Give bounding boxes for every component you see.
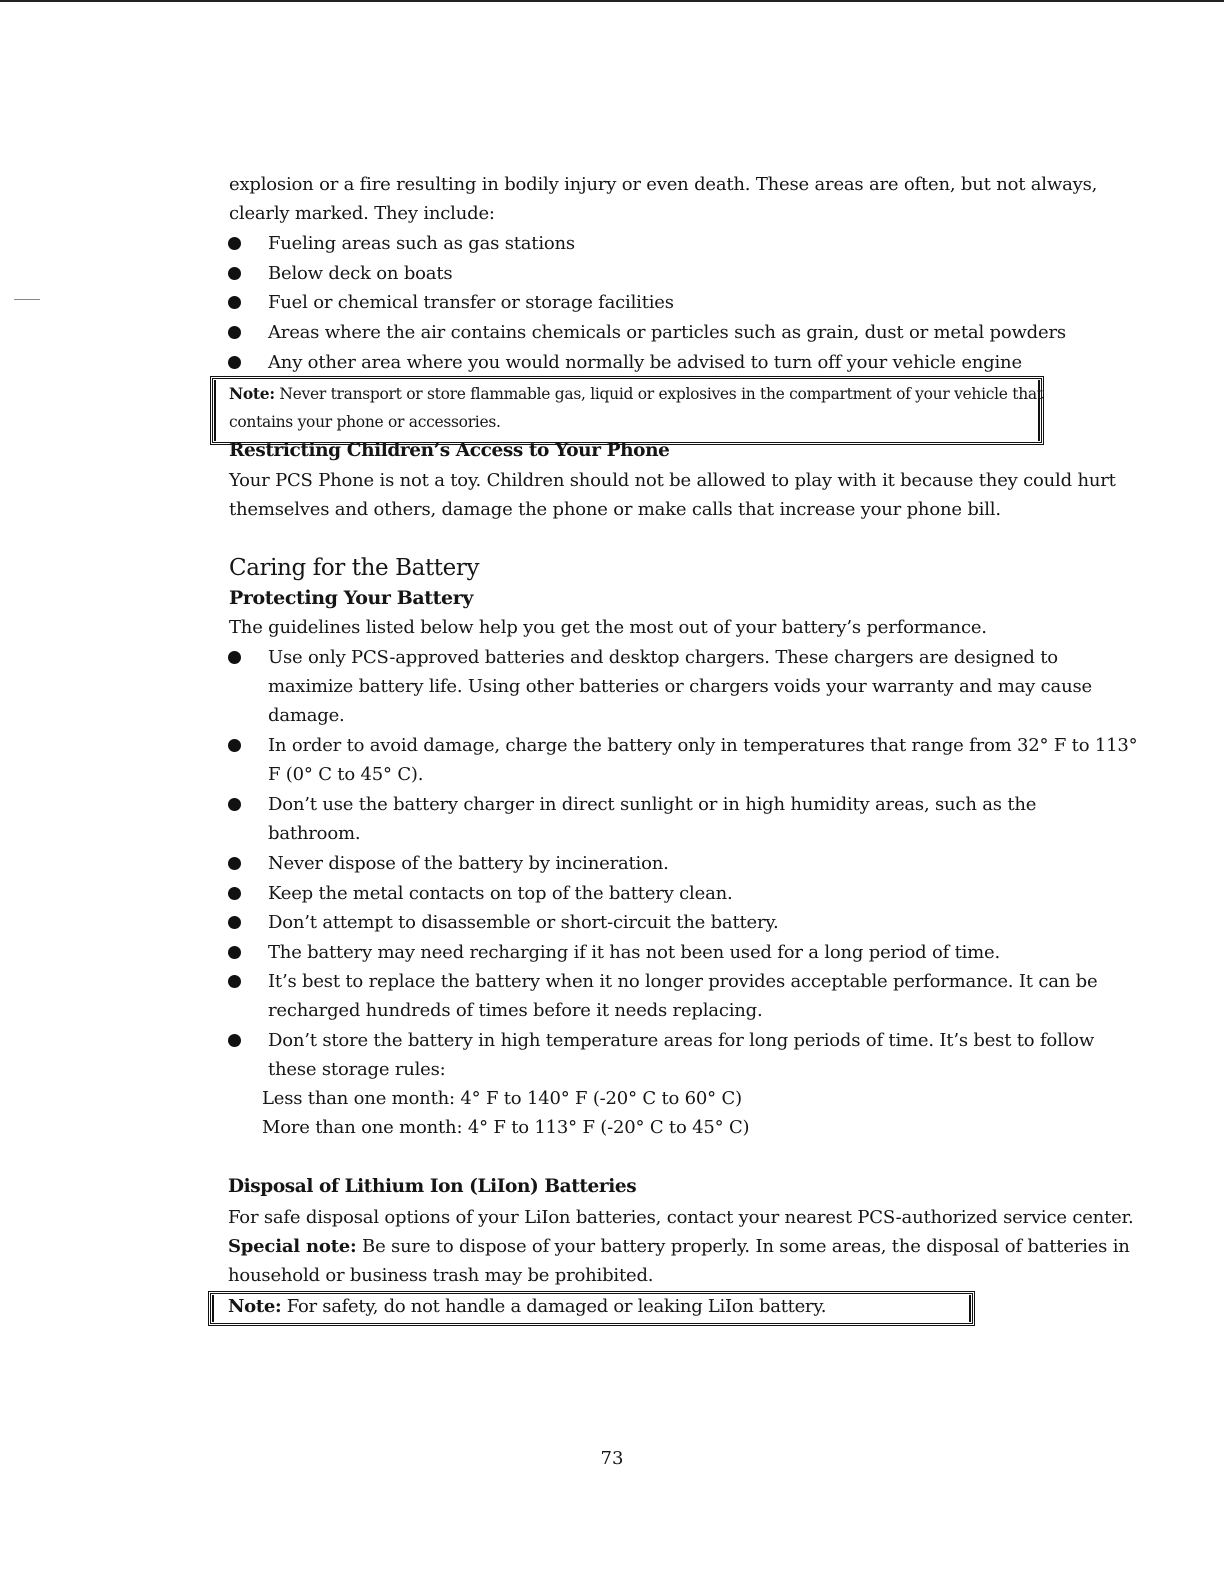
list-item-line: these storage rules:	[268, 1059, 446, 1080]
special-note-label: Special note:	[228, 1236, 357, 1257]
children-line-2: themselves and others, damage the phone or make calls that increase your phone bill.	[229, 499, 1001, 520]
section-heading-children: Restricting Children’s Access to Your Phone	[229, 440, 670, 461]
bullet-icon	[228, 887, 241, 900]
bullet-icon	[228, 916, 241, 929]
list-item-line: In order to avoid damage, charge the battery only in temperatures that range from 32° F to 113°	[268, 735, 1138, 756]
note-box	[210, 376, 1044, 445]
note-label: Note:	[228, 1296, 282, 1317]
list-item-line: Never dispose of the battery by incineration.	[268, 853, 669, 874]
list-item-line: damage.	[268, 705, 345, 726]
bullet-icon	[228, 857, 241, 870]
bullet-icon	[228, 798, 241, 811]
section-heading-battery: Caring for the Battery	[229, 555, 480, 581]
bullet-icon	[228, 356, 241, 369]
note-label: Note:	[229, 384, 275, 403]
list-item-line: Don’t store the battery in high temperature areas for long periods of time. It’s best to follow	[268, 1030, 1095, 1051]
bullet-icon	[228, 975, 241, 988]
list-item-line: Keep the metal contacts on top of the battery clean.	[268, 883, 733, 904]
bullet-icon	[228, 651, 241, 664]
intro-line-2: clearly marked. They include:	[229, 203, 495, 224]
bullet-icon	[228, 739, 241, 752]
top-rule	[0, 0, 1224, 2]
note-line-1	[229, 379, 1043, 409]
note-box-rule	[212, 1295, 214, 1322]
bullet-icon	[228, 237, 241, 250]
battery-intro: The guidelines listed below help you get the most out of your battery’s performance.	[229, 617, 987, 638]
note-text: Never transport or store flammable gas, liquid or explosives in the compartment of your vehicle that	[279, 385, 1043, 403]
special-note-text: Be sure to dispose of your battery properly. In some areas, the disposal of batteries in	[356, 1236, 1130, 1257]
margin-mark	[14, 299, 40, 300]
list-item: Any other area where you would normally be advised to turn off your vehicle engine	[268, 352, 1022, 373]
bullet-icon	[228, 946, 241, 959]
list-item-line: It’s best to replace the battery when it no longer provides acceptable performance. It can be	[268, 971, 1098, 992]
children-line-1: Your PCS Phone is not a toy. Children should not be allowed to play with it because they could hurt	[229, 470, 1116, 491]
list-item: Below deck on boats	[268, 263, 453, 284]
list-item-line: The battery may need recharging if it has not been used for a long period of time.	[268, 942, 1001, 963]
note-box-rule	[214, 380, 216, 441]
disposal-line-2	[228, 1232, 1130, 1262]
note-line-2: contains your phone or accessories.	[229, 413, 501, 431]
list-item: Areas where the air contains chemicals or particles such as grain, dust or metal powders	[268, 322, 1066, 343]
bullet-icon	[228, 267, 241, 280]
list-item-line: maximize battery life. Using other batteries or chargers voids your warranty and may cause	[268, 676, 1092, 697]
list-item-line: Use only PCS-approved batteries and desktop chargers. These chargers are designed to	[268, 647, 1058, 668]
bullet-icon	[228, 326, 241, 339]
list-item-line: F (0° C to 45° C).	[268, 764, 424, 785]
list-item-line: bathroom.	[268, 823, 361, 844]
bullet-icon	[228, 296, 241, 309]
subheading-protecting-battery: Protecting Your Battery	[229, 587, 473, 609]
intro-line-1: explosion or a fire resulting in bodily injury or even death. These areas are often, but not always,	[229, 174, 1098, 195]
list-item: Fuel or chemical transfer or storage facilities	[268, 292, 674, 313]
note-line	[228, 1292, 826, 1322]
disposal-line-1: For safe disposal options of your LiIon batteries, contact your nearest PCS-authorized service center.	[228, 1207, 1134, 1228]
list-item: Fueling areas such as gas stations	[268, 233, 575, 254]
list-item-line: recharged hundreds of times before it needs replacing.	[268, 1000, 763, 1021]
disposal-line-3: household or business trash may be prohibited.	[228, 1265, 654, 1286]
note-box-rule	[969, 1295, 971, 1322]
storage-rule: Less than one month: 4° F to 140° F (-20° C to 60° C)	[262, 1088, 742, 1109]
section-heading-disposal: Disposal of Lithium Ion (LiIon) Batteries	[228, 1176, 637, 1197]
list-item-line: Don’t use the battery charger in direct sunlight or in high humidity areas, such as the	[268, 794, 1037, 815]
page-number: 73	[600, 1448, 624, 1469]
storage-rule: More than one month: 4° F to 113° F (-20° C to 45° C)	[262, 1117, 750, 1138]
list-item-line: Don’t attempt to disassemble or short-circuit the battery.	[268, 912, 779, 933]
note-text: For safety, do not handle a damaged or leaking LiIon battery.	[281, 1296, 827, 1317]
bullet-icon	[228, 1034, 241, 1047]
note-box	[208, 1291, 975, 1326]
